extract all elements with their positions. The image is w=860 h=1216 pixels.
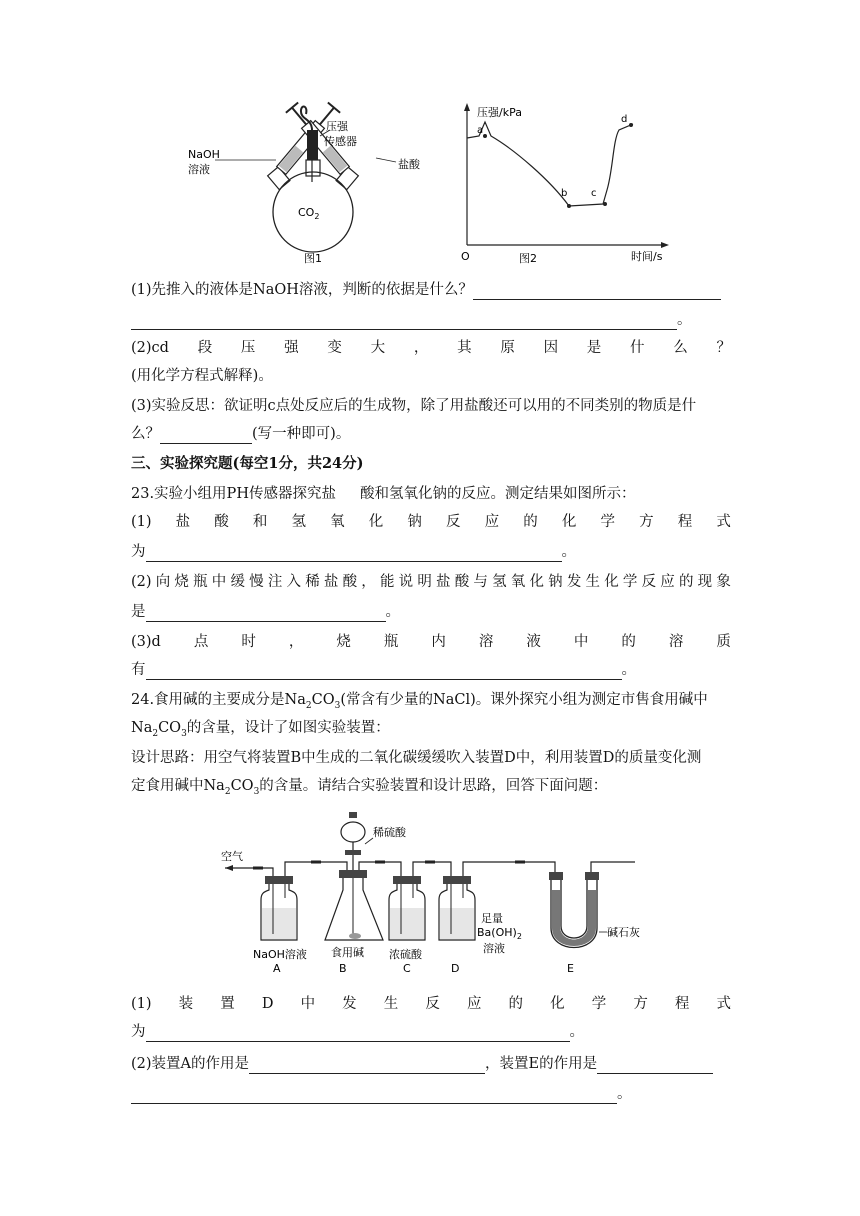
char: 化 <box>604 574 619 590</box>
char: 液 <box>526 634 541 650</box>
bottle-d <box>439 876 475 940</box>
q23-2 <box>131 572 731 592</box>
bottle-c <box>389 876 425 940</box>
q23-3 <box>131 632 731 652</box>
char: 入 <box>286 574 302 590</box>
char: 氢 <box>492 574 507 590</box>
answer-blank[interactable] <box>146 605 386 622</box>
q24-2: (2)装置A的作用是 ，装置E的作用是 <box>131 1054 731 1074</box>
char: 其 <box>457 340 472 356</box>
char: 中 <box>573 634 589 650</box>
q24-1 <box>131 994 731 1014</box>
label-d-text-1: 足量 <box>481 912 503 925</box>
char: 内 <box>431 634 446 650</box>
bottle-a <box>261 876 297 940</box>
char: 氧 <box>330 514 345 530</box>
char: 反 <box>446 514 461 530</box>
q22-1: (1)先推入的液体是NaOH溶液，判断的依据是什么？ <box>131 280 731 300</box>
section-heading: 三、实验探究题(每空1分，共24分) <box>131 455 364 472</box>
char: 烧 <box>174 574 189 590</box>
char: 程 <box>674 996 690 1012</box>
label-e-text: 碱石灰 <box>607 926 640 939</box>
char: 稀 <box>305 574 320 590</box>
q22-1-cont: 。 <box>131 310 731 330</box>
fig1-co2-label: $CO_2$ <box>298 206 320 221</box>
char: 溶 <box>478 634 494 650</box>
answer-blank[interactable] <box>131 1087 617 1104</box>
char: 中 <box>211 574 227 590</box>
q24-design-2: 定食用碱中$Na_2CO_3$的含量。请结合实验装置和设计思路，回答下面问题： <box>131 778 608 797</box>
char: (1) <box>131 514 152 530</box>
label-a-text: NaOH溶液 <box>253 948 307 961</box>
char: 化 <box>368 514 384 530</box>
char: 生 <box>383 996 399 1012</box>
char: (2) <box>131 574 152 590</box>
char: 瓶 <box>383 634 399 650</box>
char: 质 <box>716 634 731 650</box>
q24-stem: 24.食用碱的主要成分是$Na_2CO_3$(常含有少量的NaCl)。课外探究小组为测定市售食用碱中 <box>131 692 708 711</box>
fig2-caption: 图2 <box>519 252 537 265</box>
char: 学 <box>600 514 616 530</box>
char: 注 <box>267 574 283 590</box>
char: 溶 <box>668 634 684 650</box>
label-d-text-2: $Ba(OH)_2$ <box>477 926 522 941</box>
char: 反 <box>641 574 657 590</box>
q23-stem: 23.实验小组用PH传感器探究盐 酸和氢氧化钠的反应。测定结果如图所示： <box>131 486 636 502</box>
label-d: d <box>621 114 628 125</box>
label-a: a <box>477 125 484 136</box>
char: 点 <box>193 634 209 650</box>
q24-1-cont: 为 。 <box>131 1024 584 1040</box>
answer-blank[interactable] <box>146 1025 570 1042</box>
char: 学 <box>622 574 638 590</box>
char: 明 <box>417 574 432 590</box>
origin-label: O <box>461 250 470 263</box>
char: ， <box>361 574 376 590</box>
char: ？ <box>716 340 731 356</box>
char: 变 <box>327 340 342 356</box>
fig1-sensor-label-2: 传感器 <box>324 135 357 148</box>
char: 段 <box>197 340 213 356</box>
char: 应 <box>466 996 482 1012</box>
char: 式 <box>716 514 731 530</box>
char: 瓶 <box>193 574 208 590</box>
figure-2-pressure-graph <box>455 100 685 270</box>
char: 程 <box>677 514 693 530</box>
char: 化 <box>529 574 544 590</box>
q23-3-cont: 有 。 <box>131 662 636 678</box>
char: 的 <box>678 574 694 590</box>
fig1-acid-label: 盐酸 <box>398 158 420 171</box>
letter-c: C <box>403 962 411 975</box>
u-tube-e <box>549 872 599 948</box>
q22-3: (3)实验反思：欲证明c点处反应后的生成物，除了用盐酸还可以用的不同类别的物质是什 <box>131 398 697 414</box>
char: 应 <box>660 574 675 590</box>
y-axis-label: 压强/kPa <box>477 106 522 119</box>
char: 现 <box>697 574 713 590</box>
char: 压 <box>240 340 256 356</box>
flask-neck-center <box>306 160 320 176</box>
point-b <box>567 204 571 208</box>
char: 烧 <box>336 634 351 650</box>
char: 强 <box>284 340 299 356</box>
char: 中 <box>300 996 316 1012</box>
char: 原 <box>500 340 515 356</box>
char: 化 <box>550 996 565 1012</box>
experiment-apparatus <box>215 808 655 986</box>
letter-a: A <box>273 962 281 975</box>
q24-design: 设计思路：用空气将装置B中生成的二氧化碳缓缓吹入装置D中，利用装置D的质量变化测 <box>131 750 702 766</box>
char: 生 <box>585 574 601 590</box>
char: 大 <box>370 340 386 356</box>
char: 学 <box>591 996 607 1012</box>
char: 钠 <box>407 514 422 530</box>
char: 是 <box>586 340 602 356</box>
char: 盐 <box>175 514 191 530</box>
char: 应 <box>484 514 500 530</box>
q22-2-cont: (用化学方程式解释)。 <box>131 368 273 384</box>
char: (3)d <box>131 634 161 650</box>
char: 象 <box>716 574 731 590</box>
answer-blank[interactable] <box>131 313 677 330</box>
answer-blank[interactable] <box>146 545 562 562</box>
char: 什 <box>630 340 645 356</box>
char: 和 <box>252 514 268 530</box>
char: 反 <box>425 996 440 1012</box>
char: 与 <box>473 574 488 590</box>
letter-e: E <box>567 962 574 975</box>
label-d-text-3: 溶液 <box>483 942 505 955</box>
char: 置 <box>220 996 235 1012</box>
char: 的 <box>508 996 524 1012</box>
answer-blank[interactable] <box>160 427 252 444</box>
char: 的 <box>523 514 538 530</box>
char: (2)cd <box>131 340 169 356</box>
figure-1-apparatus <box>180 100 440 270</box>
char: 酸 <box>214 514 229 530</box>
char: 化 <box>561 514 577 530</box>
char: 说 <box>398 574 414 590</box>
char: 装 <box>178 996 194 1012</box>
char: 缓 <box>230 574 245 590</box>
fig1-sensor-label: 压强 <box>326 120 348 133</box>
point-d <box>629 123 633 127</box>
char: 向 <box>155 574 171 590</box>
char: 酸 <box>342 574 358 590</box>
char: 因 <box>543 340 559 356</box>
q22-3-cont: 么？ (写一种即可)。 <box>131 426 351 442</box>
char: 慢 <box>249 574 264 590</box>
air-label: 空气 <box>221 850 243 863</box>
char: 发 <box>566 574 582 590</box>
q24-stem-2: $Na_2CO_3$的含量，设计了如图实验装置： <box>131 720 390 739</box>
label-c: c <box>591 188 597 199</box>
char: ， <box>413 340 429 356</box>
answer-blank[interactable] <box>249 1057 485 1074</box>
label-c-text: 浓硫酸 <box>389 948 422 961</box>
q24-2-cont: 。 <box>131 1084 731 1104</box>
x-axis-label: 时间/s <box>631 250 663 263</box>
label-b: b <box>561 188 568 199</box>
fig1-naoh-label-2: 溶液 <box>188 163 210 176</box>
letter-b: B <box>339 962 347 975</box>
char: 式 <box>716 996 731 1012</box>
char: D <box>261 996 274 1012</box>
label-b-text: 食用碱 <box>331 946 364 959</box>
char: 方 <box>639 514 654 530</box>
point-a <box>483 134 487 138</box>
char: (1) <box>131 996 152 1012</box>
char: 的 <box>621 634 636 650</box>
acid-label: 稀硫酸 <box>373 826 406 839</box>
q22-2 <box>131 338 731 358</box>
char: 能 <box>379 574 395 590</box>
point-c <box>603 202 607 206</box>
char: 氧 <box>510 574 526 590</box>
fig1-naoh-label: NaOH <box>188 148 220 161</box>
char: 酸 <box>454 574 470 590</box>
fig1-caption: 图1 <box>304 252 322 265</box>
q23-2-cont: 是 。 <box>131 604 400 620</box>
char: 发 <box>342 996 357 1012</box>
char: 钠 <box>548 574 563 590</box>
letter-d: D <box>451 962 460 975</box>
answer-blank[interactable] <box>597 1057 713 1074</box>
q23-1-cont: 为 。 <box>131 544 576 560</box>
char: 时 <box>241 634 256 650</box>
char: 盐 <box>436 574 451 590</box>
char: 方 <box>633 996 648 1012</box>
char: ， <box>288 634 304 650</box>
answer-blank[interactable] <box>473 283 721 300</box>
answer-blank[interactable] <box>146 663 622 680</box>
char: 么 <box>673 340 688 356</box>
q23-1 <box>131 512 731 532</box>
pressure-curve <box>467 122 633 206</box>
char: 盐 <box>323 574 339 590</box>
char: 氢 <box>291 514 307 530</box>
